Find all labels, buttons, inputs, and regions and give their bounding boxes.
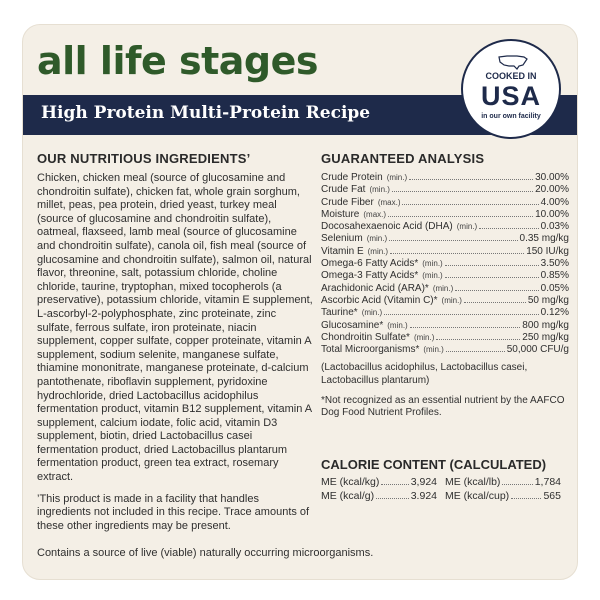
dot-leader — [409, 179, 533, 180]
nutrient-value: 10.00% — [535, 208, 569, 220]
calorie-cell — [321, 489, 445, 503]
nutrient-name: Chondroitin Sulfate* — [321, 331, 410, 343]
dot-leader — [446, 351, 505, 352]
calorie-label: ME (kcal/lb) — [445, 476, 501, 488]
nutrient-qualifier: (min.) — [386, 173, 408, 182]
analysis-row — [321, 197, 569, 209]
calorie-value: 3,924 — [410, 476, 437, 488]
nutrient-value: 0.35 mg/kg — [519, 233, 569, 245]
dot-leader — [389, 240, 517, 241]
seal-main-text: USA — [480, 81, 541, 111]
microorganism-strains: (Lactobacillus acidophilus, Lactobacillus casei, Lactobacillus plantarum) — [321, 362, 528, 386]
calorie-cell — [445, 489, 569, 503]
dot-leader — [402, 204, 538, 205]
nutrient-qualifier: (min.) — [413, 332, 435, 342]
dot-leader — [436, 339, 520, 340]
seal-bottom-text: in our own facility — [481, 113, 541, 120]
dot-leader — [445, 265, 539, 266]
calorie-label: ME (kcal/g) — [321, 490, 375, 502]
live-microorganisms-note: Contains a source of live (viable) naturally occurring microorganisms. — [37, 547, 374, 559]
nutrient-value: 0.05% — [540, 282, 569, 294]
ingredients-section — [37, 151, 313, 533]
nutrient-name: Glucosamine* — [321, 319, 384, 331]
nutrient-value: 250 mg/kg — [522, 331, 569, 343]
analysis-row — [321, 233, 569, 245]
nutrient-value: 3.50% — [540, 258, 569, 270]
calorie-cell — [445, 475, 569, 489]
calorie-heading: CALORIE CONTENT (CALCULATED) — [321, 457, 547, 472]
nutrient-qualifier: (min.) — [432, 283, 454, 293]
cooked-in-usa-seal — [461, 39, 561, 139]
nutrient-name: Omega-3 Fatty Acids* — [321, 270, 419, 282]
nutrient-value: 0.03% — [540, 221, 569, 233]
nutrient-qualifier: (min.) — [369, 185, 390, 195]
calorie-value: 1,784 — [534, 476, 561, 488]
analysis-row — [321, 320, 569, 332]
nutrient-value: 800 mg/kg — [522, 319, 569, 331]
calorie-row — [321, 489, 569, 503]
nutrient-value: 0.12% — [540, 307, 569, 319]
analysis-row — [321, 209, 569, 221]
analysis-row — [321, 307, 569, 319]
calorie-row — [321, 475, 569, 489]
nutrient-name: Total Microorganisms* — [321, 344, 420, 356]
recipe-name: High Protein Multi-Protein Recipe — [41, 103, 371, 123]
usa-map-icon — [497, 53, 529, 71]
dot-leader — [410, 327, 521, 328]
analysis-row — [321, 295, 569, 307]
ingredients-list: Chicken, chicken meal (source of glucosamine and chondroitin sulfate), chicken fat, whole grain sorghum, millet, peas, pea protein, dried yeast, turkey meal (source of glucosamine and chondroitin sulfate), oatmeal, flaxseed, lamb meal (source of glucosamine and chondroitin sulfate), canola oil, fish meal (source of glucosamine and chondroitin sulfate), salmon oil, natural flavor, threonine, salt, potassium chloride, choline chloride, taurine, tryptophan, mixed tocopherols (a preservative), potassium chloride, vitamin E supplement, L-ascorbyl-2-polyphosphate, zinc proteinate, zinc sulfate, ferrous sulfate, iron proteinate, niacin supplement, copper sulfate, copper proteinate, vitamin A supplement, sodium selenite, manganese sulfate, thiamine mononitrate, manganese proteinate, d-calcium pantothenate, riboflavin supplement, pyridoxine hydrochloride, dried Lactobacillus acidophilus fermentation product, vitamin B12 supplement, vitamin A supplement, calcium iodate, folic acid, vitamin D3 supplement, biotin, dried Lactobacillus casei fermentation product, dried Lactobacillus plantarum fermentation product, green tea extract, rosemary extract. — [37, 172, 313, 484]
dot-leader — [388, 216, 533, 217]
dot-leader — [384, 314, 538, 315]
dot-leader — [392, 191, 533, 192]
nutrient-value: 150 IU/kg — [526, 245, 569, 257]
nutrient-qualifier: (min.) — [423, 345, 444, 355]
nutrient-qualifier: (min.) — [361, 308, 383, 318]
nutrient-qualifier: (min.) — [441, 295, 462, 305]
nutrient-qualifier: (min.) — [422, 259, 443, 269]
guaranteed-analysis-section — [321, 151, 569, 420]
dot-leader — [502, 484, 532, 485]
calorie-cell — [321, 475, 445, 489]
nutrient-name: Omega-6 Fatty Acids* — [321, 258, 419, 270]
nutrient-qualifier: (min.) — [456, 222, 478, 232]
dot-leader — [376, 498, 409, 499]
analysis-row — [321, 221, 569, 233]
seal-top-text: COOKED IN — [485, 71, 537, 81]
nutrient-qualifier: (min.) — [367, 246, 389, 256]
calorie-table — [321, 475, 569, 503]
nutrient-value: 20.00% — [535, 184, 569, 196]
dot-leader — [381, 484, 408, 485]
nutrient-name: Docosahexaenoic Acid (DHA) — [321, 221, 453, 233]
product-label-card — [22, 24, 578, 580]
nutrient-value: 50,000 CFU/g — [506, 344, 569, 356]
nutrient-value: 30.00% — [535, 172, 569, 183]
nutrient-qualifier: (max.) — [363, 209, 387, 219]
nutrient-value: 4.00% — [540, 196, 569, 208]
nutrient-value: 0.85% — [540, 270, 569, 282]
nutrient-name: Crude Fiber — [321, 196, 374, 208]
analysis-row — [321, 270, 569, 282]
nutrient-qualifier: (min.) — [366, 234, 388, 244]
dot-leader — [455, 290, 538, 291]
dot-leader — [479, 228, 538, 229]
nutrient-name: Crude Fat — [321, 184, 366, 196]
analysis-row — [321, 344, 569, 356]
dot-leader — [464, 302, 526, 303]
calorie-label: ME (kcal/kg) — [321, 476, 380, 488]
analysis-heading: GUARANTEED ANALYSIS — [321, 151, 485, 166]
nutrient-name: Arachidonic Acid (ARA)* — [321, 282, 429, 294]
calorie-label: ME (kcal/cup) — [445, 490, 510, 502]
aafco-footnote: *Not recognized as an essential nutrient by the AAFCO Dog Food Nutrient Profiles. — [321, 395, 565, 419]
nutrient-name: Selenium — [321, 233, 363, 245]
analysis-row — [321, 184, 569, 196]
analysis-row — [321, 283, 569, 295]
dot-leader — [390, 253, 524, 254]
analysis-row — [321, 172, 569, 184]
page-title: all life stages — [37, 39, 319, 83]
nutrient-value: 50 mg/kg — [527, 294, 569, 306]
nutrient-qualifier: (max.) — [377, 197, 401, 207]
facility-note: ’This product is made in a facility that handles ingredients not included in this recipe. Trace amounts of these other ingredients may be present. — [37, 492, 310, 532]
dot-leader — [511, 498, 541, 499]
analysis-row — [321, 258, 569, 270]
analysis-row — [321, 246, 569, 258]
analysis-table — [321, 172, 569, 356]
dot-leader — [445, 277, 539, 278]
nutrient-qualifier: (min.) — [422, 271, 443, 281]
nutrient-qualifier: (min.) — [387, 320, 408, 330]
nutrient-name: Taurine* — [321, 307, 358, 319]
calorie-value: 3.924 — [410, 490, 437, 502]
nutrient-name: Moisture — [321, 208, 360, 220]
nutrient-name: Vitamin E — [321, 245, 364, 257]
analysis-row — [321, 332, 569, 344]
nutrient-name: Crude Protein — [321, 172, 383, 183]
nutrient-name: Ascorbic Acid (Vitamin C)* — [321, 294, 438, 306]
calorie-value: 565 — [543, 490, 561, 502]
ingredients-heading: OUR NUTRITIOUS INGREDIENTS’ — [37, 151, 251, 166]
